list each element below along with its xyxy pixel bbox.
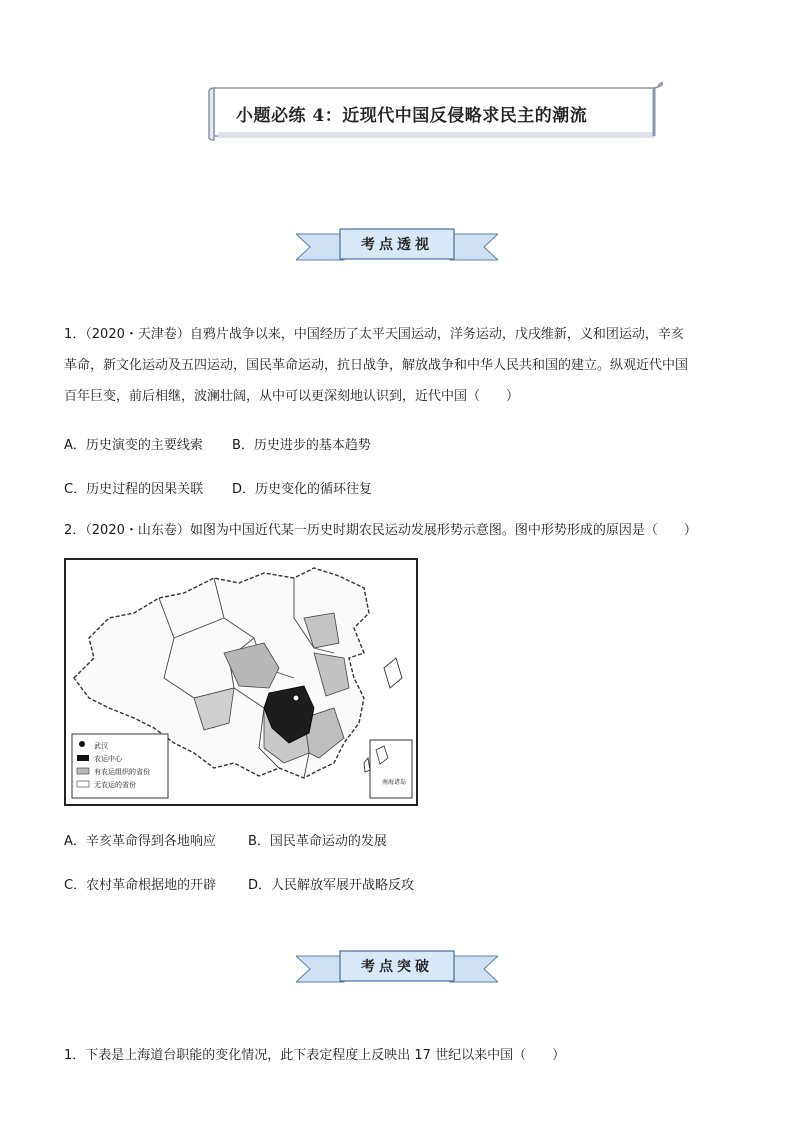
question-1-option-d[interactable]: D．历史变化的循环往复 (232, 482, 373, 497)
legend-organized: 有农运组织的省份 (94, 768, 150, 776)
question-1-line-1: 1．（2020・天津卷）自鸦片战争以来，中国经历了太平天国运动，洋务运动，戊戌维新，义和团运动，辛亥 (64, 327, 684, 342)
section-label-1: 考点透视 (361, 237, 433, 253)
question-1-option-a[interactable]: A．历史演变的主要线索 (64, 438, 203, 453)
question-3-line-1: 1．下表是上海道台职能的变化情况，此下表定程度上反映出 17 世纪以来中国（ ） (64, 1048, 566, 1063)
question-2-option-a[interactable]: A．辛亥革命得到各地响应 (64, 834, 216, 849)
china-map-figure (64, 558, 418, 806)
legend-wuhan: 武汉 (94, 742, 108, 750)
question-1-line-3: 百年巨变，前后相继，波澜壮阔，从中可以更深刻地认识到，近代中国（ ） (64, 389, 520, 404)
question-1-option-b[interactable]: B．历史进步的基本趋势 (232, 438, 371, 453)
legend-none: 无农运的省份 (94, 781, 136, 789)
legend-center: 农运中心 (94, 755, 122, 763)
question-2-option-d[interactable]: D．人民解放军展开战略反攻 (248, 878, 415, 893)
page-title: 小题必练 4：近现代中国反侵略求民主的潮流 (236, 106, 588, 126)
question-1-line-2: 革命，新文化运动及五四运动，国民革命运动，抗日战争，解放战争和中华人民共和国的建立。纵观近代中国 (64, 358, 689, 373)
inset-label: 南海诸岛 (382, 779, 407, 786)
question-1-option-c[interactable]: C．历史过程的因果关联 (64, 482, 204, 497)
section-label-2: 考点突破 (361, 959, 433, 975)
question-2-line-1: 2．（2020・山东卷）如图为中国近代某一历史时期农民运动发展形势示意图。图中形势形成的原因是（ ） (64, 523, 697, 538)
question-2-option-b[interactable]: B．国民革命运动的发展 (248, 834, 387, 849)
question-2-option-c[interactable]: C．农村革命根据地的开辟 (64, 878, 217, 893)
